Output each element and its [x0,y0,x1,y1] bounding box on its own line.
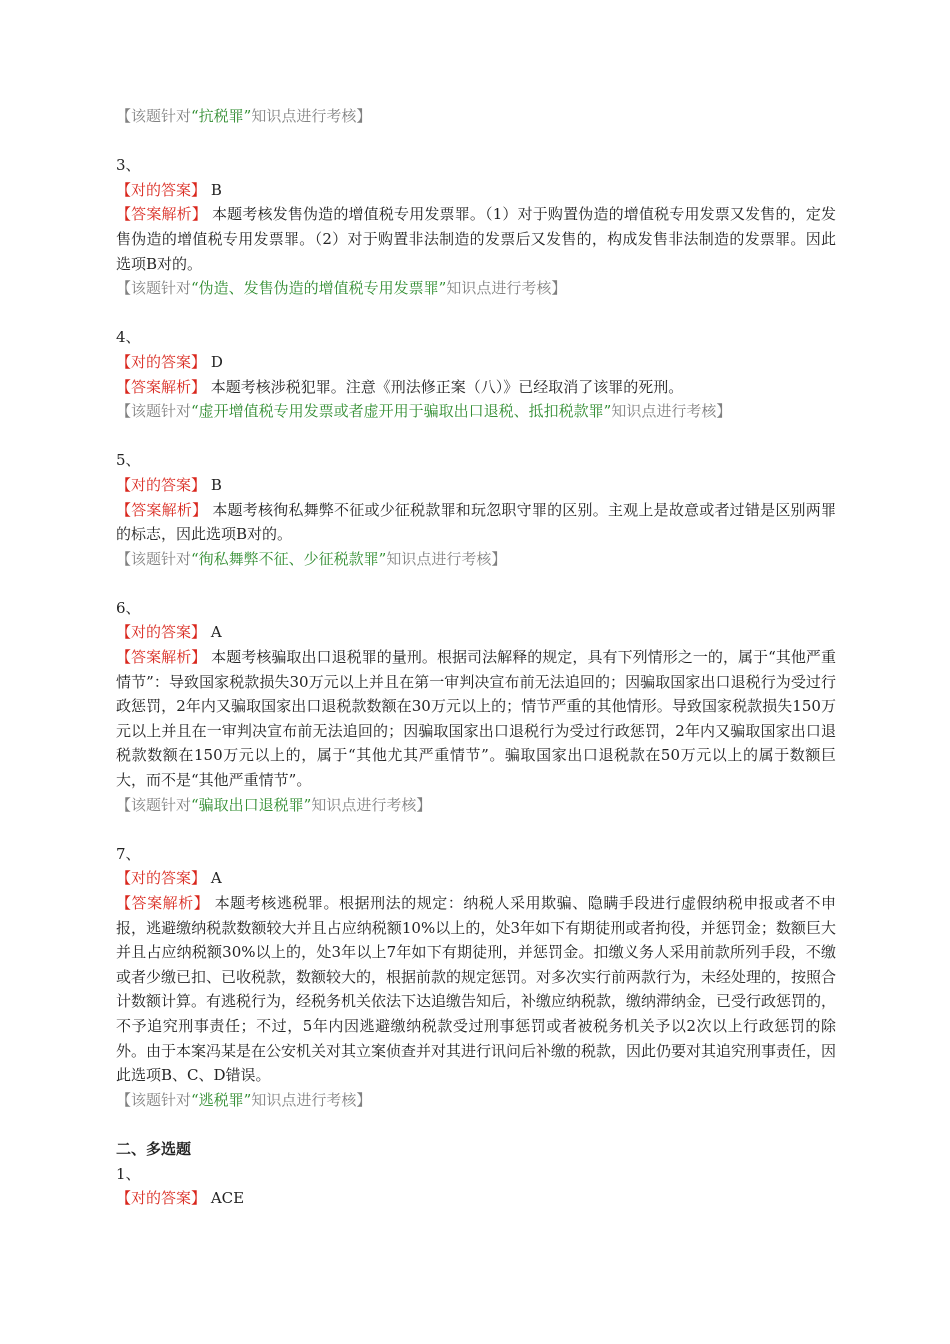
answer-analysis: 【答案解析】 本题考核徇私舞弊不征或少征税款罪和玩忽职守罪的区别。主观上是故意或者过错是区别两罪的标志，因此选项B对的。 [116,500,836,544]
question-number: 4、 [116,328,141,347]
correct-answer-line: 【对的答案】 ACE [116,1189,245,1208]
question-number: 1、 [116,1164,141,1183]
knowledge-point-line: 【该题针对“逃税罪”知识点进行考核】 [116,1090,372,1109]
answer-analysis: 【答案解析】 本题考核涉税犯罪。注意《刑法修正案（八）》已经取消了该罪的死刑。 [116,377,684,396]
question-number: 7、 [116,844,141,863]
correct-answer-line: 【对的答案】 B [116,180,222,199]
answer-analysis: 【答案解析】 本题考核发售伪造的增值税专用发票罪。（1）对于购置伪造的增值税专用发票又发售的，定发售伪造的增值税专用发票罪。（2）对于购置非法制造的发票后又发售的，构成发售非法制造的发票罪。因此选项B对的。 [116,205,836,273]
question-number: 5、 [116,451,141,470]
knowledge-point-line: 【该题针对“伪造、发售伪造的增值税专用发票罪”知识点进行考核】 [116,279,567,298]
correct-answer-line: 【对的答案】 A [116,869,222,888]
answer-analysis: 【答案解析】 本题考核骗取出口退税罪的量刑。根据司法解释的规定，具有下列情形之一的，属于“其他严重情节”：导致国家税款损失30万元以上并且在第一审判决宣布前无法追回的；因骗取国家出口退税行为受过行政惩罚，2年内又骗取国家出口退税款数额在30万元以上的；情节严重的其他情形。导致国家税款损失150万元以上并且在一审判决宣布前无法追回的；因骗取国家出口退税行为受过行政惩罚，2年内又骗取国家出口退税款数额在150万元以上的，属于“其他尤其严重情节”。骗取国家出口退税款在50万元以上的属于数额巨大，而不是“其他严重情节”。 [116,648,836,790]
correct-answer-line: 【对的答案】 B [116,475,222,494]
correct-answer-line: 【对的答案】 D [116,352,223,371]
answer-content [116,104,836,1211]
knowledge-point-line: 【该题针对“抗税罪”知识点进行考核】 [116,107,372,125]
knowledge-point-line: 【该题针对“虚开增值税专用发票或者虚开用于骗取出口退税、抵扣税款罪”知识点进行考核】 [116,402,732,421]
correct-answer-line: 【对的答案】 A [116,623,222,642]
knowledge-point-line: 【该题针对“徇私舞弊不征、少征税款罪”知识点进行考核】 [116,549,507,568]
question-number: 3、 [116,156,141,175]
question-number: 6、 [116,598,141,617]
answer-analysis: 【答案解析】 本题考核逃税罪。根据刑法的规定：纳税人采用欺骗、隐瞒手段进行虚假纳税申报或者不申报，逃避缴纳税款数额较大并且占应纳税额10%以上的，处3年如下有期徒刑或者拘役，并惩罚金；数额巨大并且占应纳税额30%以上的，处3年以上7年如下有期徒刑，并惩罚金。扣缴义务人采用前款所列手段，不缴或者少缴已扣、已收税款，数额较大的，根据前款的规定惩罚。对多次实行前两款行为，未经处理的，按照合计数额计算。有逃税行为，经税务机关依法下达追缴告知后，补缴应纳税款，缴纳滞纳金，已受行政惩罚的，不予追究刑事责任；不过，5年内因逃避缴纳税款受过刑事惩罚或者被税务机关予以2次以上行政惩罚的除外。由于本案冯某是在公安机关对其立案侦查并对其进行讯问后补缴的税款，因此仍要对其追究刑事责任，因此选项B、C、D错误。 [116,894,837,1085]
section-title: 二、多选题 [116,1139,192,1158]
knowledge-point-line: 【该题针对“骗取出口退税罪”知识点进行考核】 [116,795,432,814]
